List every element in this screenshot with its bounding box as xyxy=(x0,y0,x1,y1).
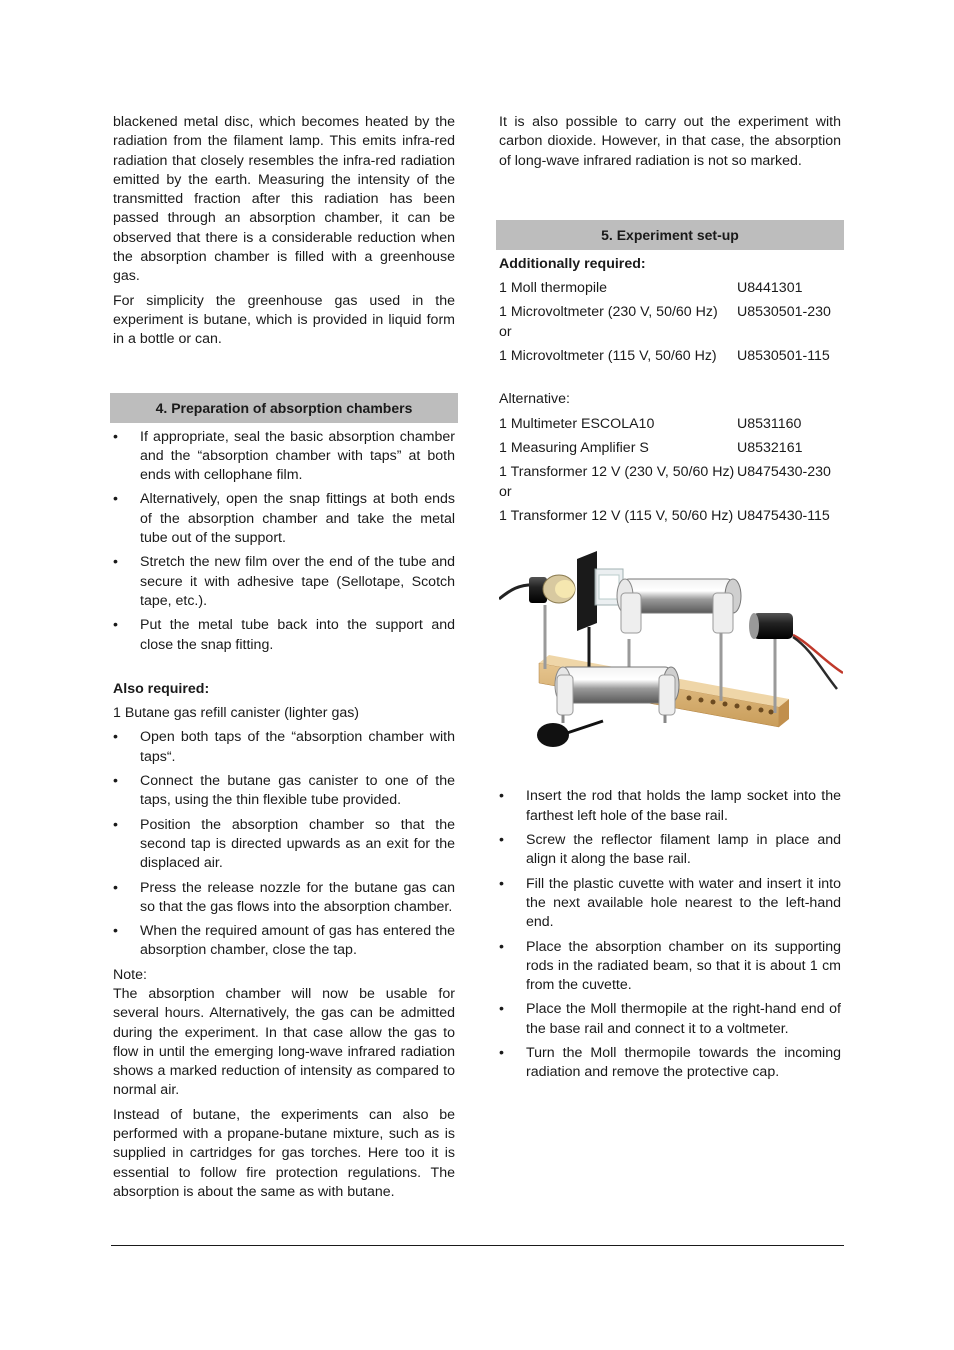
list-item: • When the required amount of gas has entered the absorption chamber, close the tap. xyxy=(113,922,455,961)
table-row: 1 Transformer 12 V (230 V, 50/60 Hz) U8475430-230 xyxy=(499,464,831,481)
alternative-label: Alternative: xyxy=(499,391,570,408)
note-label: Note: xyxy=(113,966,147,983)
note-text: The absorption chamber will now be usable for several hours. Alternatively, the gas can be admitted during the experiment. In that case allow the gas to flow in until the emerging long-wave infrared radiation shows a marked reduction of intensity as compared to normal air. xyxy=(113,985,455,1099)
footer-rule xyxy=(111,1245,844,1246)
intro-paragraph-1: blackened metal disc, which becomes heated by the radiation from the filament lamp. This emits infra-red radiation that closely resembles the infra-red radiation emitted by the earth. Measuring the intensity of the transmitted fraction after this radiation has been passed through an absorption chamber, it can be observed that there is a considerable reduction when the absorption chamber is filled with a greenhouse gas. xyxy=(113,114,455,285)
left-column xyxy=(113,113,455,1207)
table-row: 1 Microvoltmeter (230 V, 50/60 Hz) U8530501-230 xyxy=(499,304,831,321)
list-item: • Open both taps of the “absorption chamber with taps“. xyxy=(113,728,455,767)
list-item: • Alternatively, open the snap fittings at both ends of the absorption chamber and take the metal tube out of the support. xyxy=(113,490,455,548)
list-item: • Place the absorption chamber on its supporting rods in the radiated beam, so that it is about 1 cm from the cuvette. xyxy=(499,938,841,996)
list-item: • Screw the reflector filament lamp in place and align it along the base rail. xyxy=(499,831,841,870)
list-item: • Position the absorption chamber so that the second tap is directed upwards as an exit for the displaced air. xyxy=(113,816,455,874)
list-item: • Place the Moll thermopile at the right-hand end of the base rail and connect it to a voltmeter. xyxy=(499,1000,841,1039)
list-item: • Connect the butane gas canister to one of the taps, using the thin flexible tube provided. xyxy=(113,772,455,811)
list-item: • Insert the rod that holds the lamp socket into the farthest left hole of the base rail. xyxy=(499,787,841,826)
table-row: or xyxy=(499,483,512,500)
butane-bullets xyxy=(113,728,455,960)
section-5-bullets xyxy=(499,787,841,1082)
additionally-required-label: Additionally required: xyxy=(499,255,646,272)
also-required-label: Also required: xyxy=(113,680,210,697)
intro-paragraph: It is also possible to carry out the experiment with carbon dioxide. However, in that case, the absorption of long-wave infrared radiation is not so marked. xyxy=(499,114,841,169)
final-paragraph: Instead of butane, the experiments can also be performed with a propane-butane mixture, such as is supplied in cartridges for gas torches. Here too it is essential to follow fire protection regulations. The absorption is about the same as with butane. xyxy=(113,1106,455,1200)
list-item: • Put the metal tube back into the support and close the snap fitting. xyxy=(113,616,455,655)
list-item: • Stretch the new film over the end of the tube and secure it with adhesive tape (Sellotape, Scotch tape, etc.). xyxy=(113,553,455,611)
section-4-bullets xyxy=(113,428,455,655)
also-required-item: 1 Butane gas refill canister (lighter gas) xyxy=(113,705,360,722)
parts-table xyxy=(499,279,841,371)
right-column xyxy=(499,113,841,1088)
list-item: • Fill the plastic cuvette with water and insert it into the next available hole nearest to the left-hand end. xyxy=(499,875,841,933)
table-row: 1 Multimeter ESCOLA10 U8531160 xyxy=(499,415,802,432)
list-item: • If appropriate, seal the basic absorption chamber and the “absorption chamber with taps” at both ends with cellophane film. xyxy=(113,428,455,486)
intro-paragraph-2: For simplicity the greenhouse gas used in the experiment is butane, which is provided in liquid form in a bottle or can. xyxy=(113,292,455,348)
table-row: or xyxy=(499,323,512,340)
section-5-header: 5. Experiment set-up xyxy=(496,220,844,250)
table-row: 1 Microvoltmeter (115 V, 50/60 Hz) U8530501-115 xyxy=(499,348,830,365)
table-row: 1 Transformer 12 V (115 V, 50/60 Hz) U8475430-115 xyxy=(499,507,830,524)
apparatus-photo xyxy=(499,543,843,759)
table-row: 1 Measuring Amplifier S U8532161 xyxy=(499,439,803,456)
list-item: • Press the release nozzle for the butane gas can so that the gas flows into the absorption chamber. xyxy=(113,879,455,918)
section-4-header: 4. Preparation of absorption chambers xyxy=(110,393,458,423)
table-row: 1 Moll thermopile U8441301 xyxy=(499,280,803,297)
list-item: • Turn the Moll thermopile towards the incoming radiation and remove the protective cap. xyxy=(499,1044,841,1083)
alt-parts-table xyxy=(499,415,841,531)
